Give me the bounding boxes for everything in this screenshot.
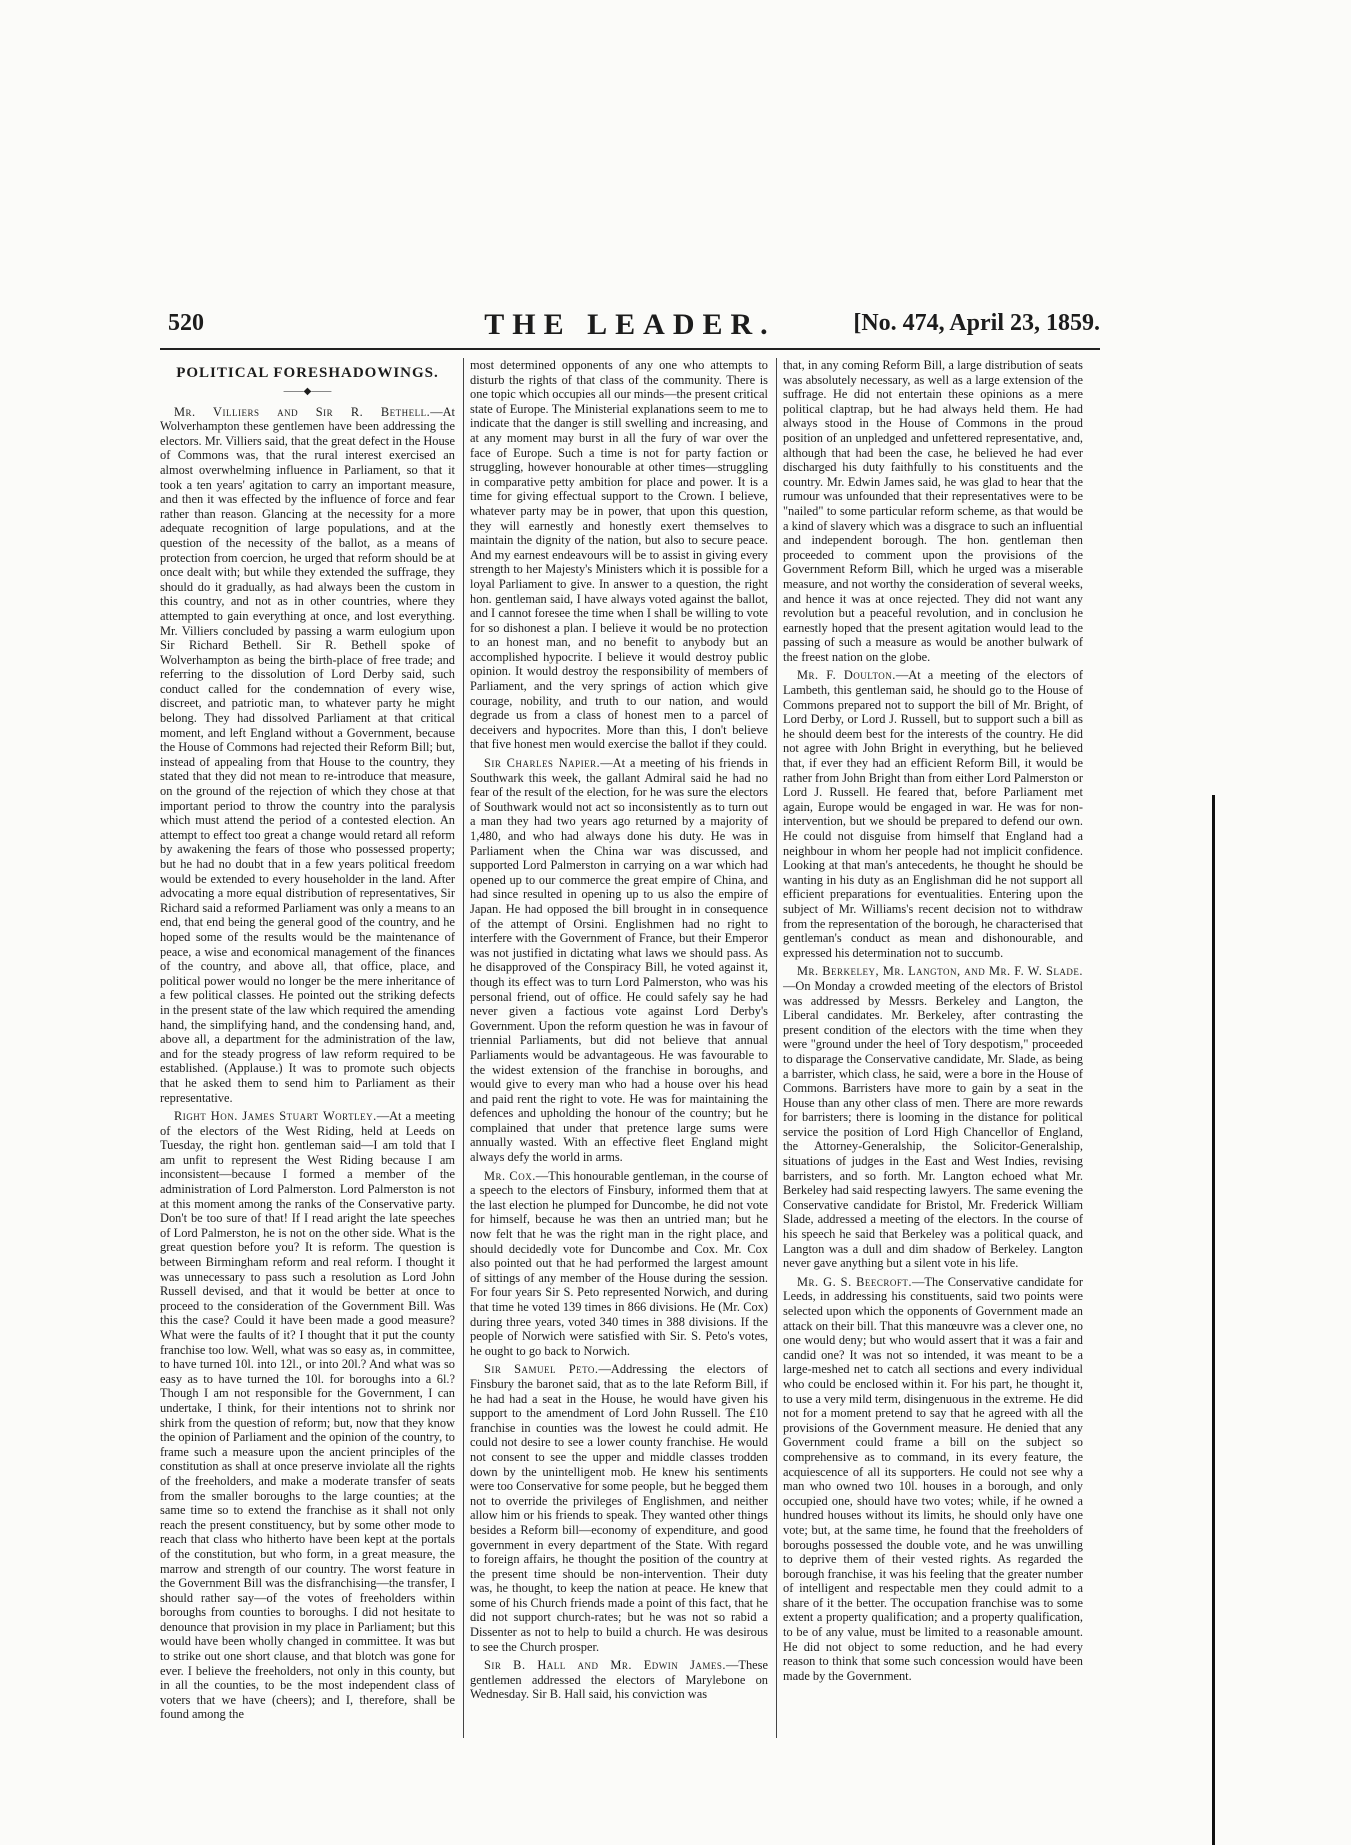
paragraph	[470, 1658, 768, 1702]
article-title: POLITICAL FORESHADOWINGS.	[176, 365, 439, 381]
paragraph	[783, 964, 1083, 1270]
paragraph	[470, 358, 768, 752]
column-1	[160, 358, 455, 1738]
paragraph	[470, 1169, 768, 1359]
paragraph-heading: Mr. F. Doulton.	[797, 668, 896, 683]
header-rule	[160, 348, 1100, 350]
page-edge-shadow	[1212, 795, 1215, 1845]
paragraph	[783, 1275, 1083, 1684]
paragraph-text: most determined opponents of any one who attempts to disturb the rights of that class of the community. There is one topic which occupies all our minds—the present critical state of Europe. The Ministerial explanations seem to me to indicate that the danger is still swelling and increasing, and at any moment may burst in all the fury of war over the face of Europe. Such a time is not for party faction or struggling, however honourable at other times—struggling in comparative petty ambition for place and power. It is a time for giving effectual support to the Crown. I believe, whatever party may be in power, that upon this question, they will earnestly and honestly exert themselves to maintain the dignity of the nation, but also to secure peace. And my earnest endeavours will be to assist in giving every strength to her Majesty's Ministers which it is possible for a loyal Parliament to give. In answer to a question, the right hon. gentleman said, I have always voted against the ballot, and I cannot foresee the time when I shall be willing to vote for so dishonest a plan. I believe it would be no protection to an honest man, and no benefit to anybody but an accomplished hypocrite. I believe it would destroy public opinion. It would destroy the responsibility of members of Parliament, and the very springs of action which give courage, nobility, and truth to our nation, and would degrade us from a class of honest men to a parcel of deceivers and hypocrites. More than this, I don't believe that five honest men would exercise the ballot if they could.	[470, 358, 768, 752]
column-2	[470, 358, 768, 1738]
paragraph-text: —Addressing the electors of Finsbury the baronet said, that as to the late Reform Bill, if he had had a seat in the House, he would have given his support to the amendment of Lord John Russell. The £10 franchise in counties was the lowest he could admit. He could not desire to see a lower county franchise. He would not consent to see the upper and middle classes trodden down by the unintelligent mob. He knew his sentiments were too Conservative for some people, but he begged them not to override the privileges of Englishmen, and neither allow him or his friends to speak. They wanted other things besides a Reform bill—economy of expenditure, and good government in every department of the State. With regard to foreign affairs, he thought the position of the country at the present time should be non-intervention. Their duty was, he thought, to keep the nation at peace. He knew that some of his Church friends made a point of this fact, that he did not support church-rates; but he was not so rabid a Dissenter as not to help to build a church. He was desirous to see the Church prosper.	[470, 1362, 768, 1654]
paragraph	[470, 1362, 768, 1654]
paragraph-heading: Mr. Cox.	[484, 1168, 536, 1183]
masthead-title: THE LEADER.	[484, 308, 776, 341]
page-number: 520	[168, 310, 204, 336]
paragraph-text: —At Wolverhampton these gentlemen have been addressing the electors. Mr. Villiers said, that the great defect in the House of Commons was, that the rural interest exercised an almost overwhelming influence in Parliament, so that it took a ten years' agitation to carry an important measure, and then it was effected by the influence of force and fear rather than reason. Glancing at the necessity for a more adequate recognition of large populations, and at the question of the necessity of the ballot, as a means of protection from coercion, he urged that reform should be at once dealt with; but while they extended the suffrage, they should do it gradually, as had always been the custom in this country, and not as in other countries, where they attempted to gain everything at once, and lost everything. Mr. Villiers concluded by passing a warm eulogium upon Sir Richard Bethell. Sir R. Bethell spoke of Wolverhampton as being the birth-place of free trade; and referring to the dissolution of Lord Derby said, such conduct called for the condemnation of every wise, discreet, and patriotic man, to whatever party he might belong. They had dissolved Parliament at that critical moment, and left England without a Government, because the House of Commons had rejected their Reform Bill; but, instead of appealing from that House to the country, they stated that they did not mean to re-introduce that measure, on the ground of the rejection of which they chose at that important period to throw the country into the paralysis which must attend the period of a contested election. An attempt to effect too great a change would retard all reform by awakening the fears of those who possessed property; but he had no doubt that in a few years political freedom would be extended to every householder in the land. After advocating a more equal distribution of representatives, Sir Richard said a reformed Parliament was only a means to an end, that end being the general good of the country, and he hoped some of the results would be the maintenance of peace, a wise and economical management of the finances of the country, and above all, that office, place, and political power would no longer be the mere inheritance of a few political classes. He pointed out the striking defects in the present state of the law which required the amending hand, the simplifying hand, and the condensing hand, and, above all, a department for the administration of the law, and for the steady progress of law reform required to be established. (Applause.) It was to promote such objects that he asked them to send him to Parliament as their representative.	[160, 404, 455, 1105]
paragraph-text: that, in any coming Reform Bill, a large distribution of seats was absolutely necessary, as well as a large extension of the suffrage. He did not entertain these opinions as a mere political claptrap, but he had always held them. He had always stood in the House of Commons in the proud position of an unpledged and unfettered representative, and, although that had been the case, he believed he had ever discharged his duty faithfully to his constituents and the country. Mr. Edwin James said, he was glad to hear that the rumour was unfounded that their representatives were to be "nailed" to some particular reform scheme, as that would be a kind of slavery which was a disgrace to such an influential and independent borough. The hon. gentleman then proceeded to comment upon the provisions of the Government Reform Bill, which he urged was a miserable measure, and not worthy the consideration of several weeks, and hence it was at once rejected. They did not want any revolution but a peaceful revolution, and in conclusion he earnestly hoped that the present agitation would lead to the passing of such a measure as would be another bulwark of the freest nation on the globe.	[783, 358, 1083, 664]
page-header	[160, 310, 1100, 346]
paragraph	[783, 358, 1083, 664]
paragraph-text: —At a meeting of the electors of the West Riding, held at Leeds on Tuesday, the right hon. gentleman said—I am told that I am unfit to represent the West Riding because I am inconsistent—because I formed a member of the administration of Lord Palmerston. Lord Palmerston is not at this moment among the ranks of the Conservative party. Don't be too sure of that! If I read aright the late speeches of Lord Palmerston, he is not on the other side. What is the great question before you? It is reform. The question is between Birmingham reform and real reform. I thought it was unnecessary to pass such a resolution as Lord John Russell devised, and that it would be better at once to proceed to the consideration of the Government Bill. Was this the case? Could it have been made a good measure? What were the faults of it? I thought that it put the county franchise too low. Well, what was so easy as, in committee, to have turned 10l. into 12l., or into 20l.? And what was so easy as to have turned the 10l. for boroughs into a 6l.? Though I am not responsible for the Government, I can undertake, I think, for their intentions not to shrink nor shirk from the question of reform; but, now that they know the opinion of Parliament and the opinion of the country, to frame such a measure upon the ancient principles of the constitution as shall at once preserve inviolate all the rights of the freeholders, and make a moderate transfer of seats from the smaller boroughs to the large counties; at the same time so to extend the franchise as it shall not only reach the present constituency, but by some other mode to reach that class who hitherto have been kept at the portals of the constitution, but who form, in a great measure, the marrow and strength of our country. The worst feature in the Government Bill was the disfranchising—the transfer, I should rather say—of the votes of freeholders within boroughs from counties to boroughs. I did not hesitate to denounce that provision in my place in Parliament; but this would have been wholly changed in committee. It was but to strike out one short clause, and that blotch was gone for ever. I believe the freeholders, not only in this county, but in all the counties, to be the most independent class of voters that we have (cheers); and I, therefore, shall be found among the	[160, 1109, 455, 1722]
ornament-divider: ——◆——	[283, 385, 332, 397]
paragraph-heading: Mr. Villiers and Sir R. Bethell.	[174, 404, 431, 419]
paragraph	[160, 405, 455, 1106]
paragraph-text: —At a meeting of his friends in Southwark this week, the gallant Admiral said he had no fear of the result of the election, for he was sure the electors of Southwark would not act so inconsistently as to turn out a man they had two years ago returned by a majority of 1,480, and who had always done his duty. He was in Parliament when the China war was discussed, and supported Lord Palmerston in carrying on a war which had opened up to our commerce the great empire of China, and had since resulted in opening up to us also the empire of Japan. He had opposed the bill brought in in consequence of the attempt of Orsini. Englishmen had no right to interfere with the Government of France, but their Emperor was not justified in dictating what laws we should pass. As he disapproved of the Conspiracy Bill, he voted against it, though its effect was to turn Lord Palmerston, who was his personal friend, out of office. He could safely say he had never given a factious vote against Lord Derby's Government. Upon the reform question he was in favour of triennial Parliaments, but did not believe that annual Parliaments would be advantageous. He was favourable to the widest extension of the franchise in boroughs, and would give to every man who had a house over his head and paid rent the right to vote. He was for maintaining the defences and upholding the honour of the country; but he complained that under that pretence large sums were annually wasted. With an effective fleet England might always defy the world in arms.	[470, 756, 768, 1165]
paragraph	[783, 668, 1083, 960]
paragraph-text: —These gentlemen addressed the electors of Marylebone on Wednesday. Sir B. Hall said, his conviction was	[470, 1658, 768, 1702]
paragraph-heading: Sir Charles Napier.	[484, 756, 601, 771]
paragraph	[470, 756, 768, 1165]
column-divider	[776, 358, 777, 1738]
column-3	[783, 358, 1083, 1738]
paragraph-heading: Mr. Berkeley, Mr. Langton, and Mr. F. W. Slade.	[797, 964, 1083, 979]
paragraph-text: —This honourable gentleman, in the course of a speech to the electors of Finsbury, informed them that at the last election he plumped for Duncombe, he did not vote for himself, because he was then an untried man; but he now felt that he was the right man in the right place, and should decidedly vote for Duncombe and Cox. Mr. Cox also pointed out that he had performed the largest amount of sittings of any member of the House during the session. For four years Sir S. Peto represented Norwich, and during that time he voted 139 times in 866 divisions. He (Mr. Cox) during three years, voted 340 times in 388 divisions. If the people of Norwich were satisfied with Sir. S. Peto's votes, he ought to go back to Norwich.	[470, 1168, 768, 1358]
paragraph-heading: Mr. G. S. Beecroft.	[797, 1274, 913, 1289]
paragraph	[160, 1109, 455, 1722]
paragraph-heading: Sir B. Hall and Mr. Edwin James.	[484, 1658, 727, 1673]
column-divider	[463, 358, 464, 1738]
paragraph-text: —At a meeting of the electors of Lambeth, this gentleman said, he should go to the House of Commons prepared not to support the bill of Mr. Bright, of Lord Derby, or Lord J. Russell, but to support such a bill as he should deem best for the interests of the country. He did not agree with John Bright in everything, but he believed that, if ever they had an efficient Reform Bill, it would be rather from John Bright than from either Lord Palmerston or Lord J. Russell. He feared that, before Parliament met again, Europe would be engaged in war. He was for non-intervention, but we should be prepared to defend our own. He could not disguise from himself that England had a neighbour in whom her people had not implicit confidence. Looking at that man's antecedents, he thought he should be wanting in his duty as an Englishman did he not support all efficient preparations for eventualities. Entering upon the subject of Mr. Williams's recent decision not to withdraw from the representation of the borough, he characterised that gentleman's conduct as mean and dishonourable, and expressed his determination not to succumb.	[783, 668, 1083, 960]
issue-date: [No. 474, April 23, 1859.	[853, 310, 1100, 336]
paragraph-text: —The Conservative candidate for Leeds, in addressing his constituents, said two points were selected upon which the opponents of Government made an attack on their bill. That this manœuvre was a clever one, no one would deny; but who would assert that it was a fair and candid one? It was not so intended, it was meant to be a large-meshed net to catch all sections and every individual who could be enclosed within it. For his part, he thought it, to use a very mild term, disingenuous in the extreme. He did not for a moment pretend to say that he agreed with all the provisions of the Government measure. He denied that any Government could frame a bill on the subject so comprehensive as to command, in its every feature, the acquiescence of all its supporters. He could not see why a man who owned two 10l. houses in a borough, and only occupied one, should have two votes; while, if he owned a hundred houses without its limits, he should only have one vote; but, at the same time, he found that the freeholders of boroughs possessed the double vote, and he was unwilling to deprive them of their vested rights. As regarded the borough franchise, it was his feeling that the greater number of intelligent and respectable men they could admit to a share of it the better. The occupation franchise was to some extent a property qualification; and a property qualification, to be of any value, must be limited to a reasonable amount. He did not object to some reduction, and he had every reason to think that some such concession would have been made by the Government.	[783, 1274, 1083, 1683]
paragraph-heading: Right Hon. James Stuart Wortley.	[174, 1109, 377, 1124]
paragraph-heading: Sir Samuel Peto.	[484, 1362, 599, 1377]
paragraph-text: —On Monday a crowded meeting of the electors of Bristol was addressed by Messrs. Berkeley and Langton, the Liberal candidates. Mr. Berkeley, after contrasting the present condition of the electors with the time when they were "ground under the heel of Tory despotism," proceeded to disparage the Conservative candidate, Mr. Slade, as being a barrister, which class, he said, were a bore in the House of Commons. Barristers have more to gain by a seat in the House than any other class of men. There are more rewards for barristers; there is looming in the distance for political service the position of Lord High Chancellor of England, the Attorney-Generalship, the Solicitor-Generalship, situations of judges in the East and West Indies, revising barristers, and so forth. Mr. Langton echoed what Mr. Berkeley had said respecting lawyers. The same evening the Conservative candidate for Bristol, Mr. Frederick William Slade, addressed a meeting of the electors. In the course of his speech he said that Berkeley was a political quack, and Langton was a dull and dim shadow of Berkeley. Langton never gave anything but a silent vote in his life.	[783, 978, 1083, 1271]
